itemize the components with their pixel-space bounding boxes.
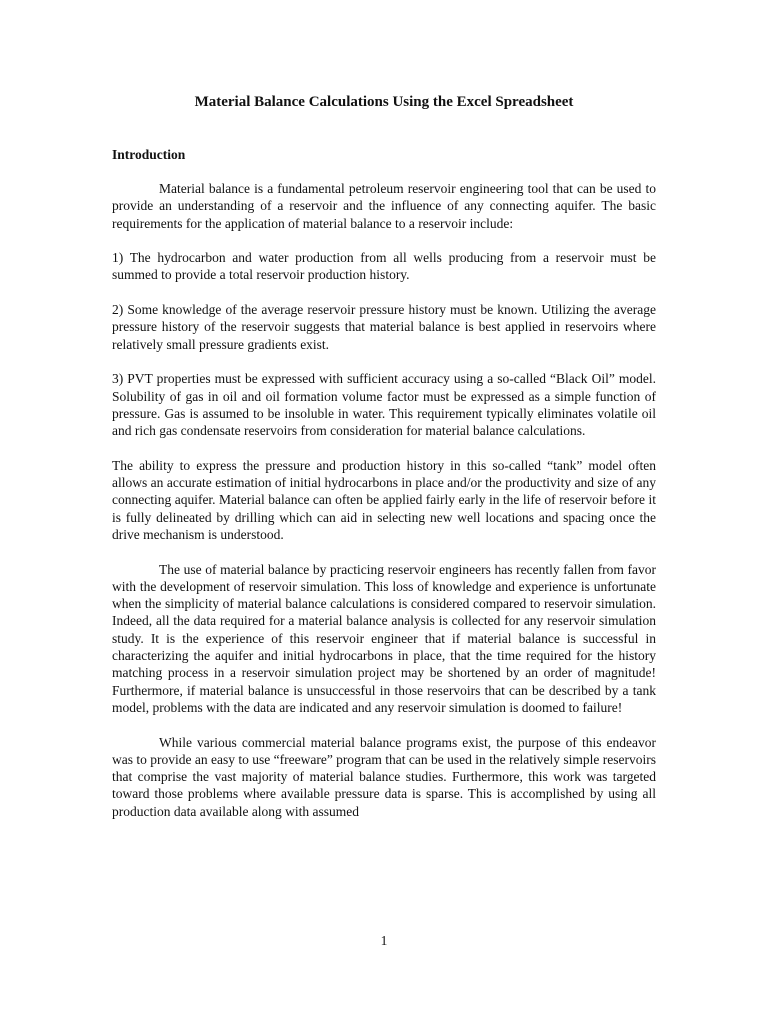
document-body	[112, 180, 656, 837]
paragraph: While various commercial material balance programs exist, the purpose of this endeavor was to provide an easy to use “freeware” program that can be used in the relatively simple reservoirs that comprise the vast majority of material balance studies. Furthermore, this work was targeted toward those problems where available pressure data is sparse. This is accomplished by using all production data available along with assumed	[112, 734, 656, 819]
list-item-requirement-1: 1) The hydrocarbon and water production from all wells producing from a reservoir must be summed to provide a total reservoir production history.	[112, 250, 656, 283]
list-item-requirement-2: 2) Some knowledge of the average reservoir pressure history must be known. Utilizing the average pressure history of the reservoir suggests that material balance is best applied in reservoirs where relatively small pressure gradients exist.	[112, 302, 656, 352]
section-heading-introduction: Introduction	[112, 147, 186, 162]
document-title: Material Balance Calculations Using the Excel Spreadsheet	[194, 94, 574, 110]
page-number: 1	[380, 933, 388, 948]
list-item-requirement-3: 3) PVT properties must be expressed with sufficient accuracy using a so-called “Black Oil” model. Solubility of gas in oil and oil formation volume factor must be expressed as a simple function of pressure. Gas is assumed to be insoluble in water. This requirement typically eliminates volatile oil and rich gas condensate reservoirs from consideration for material balance calculations.	[112, 371, 656, 439]
paragraph: The use of material balance by practicing reservoir engineers has recently fallen from favor with the development of reservoir simulation. This loss of knowledge and experience is unfortunate when the simplicity of material balance calculations is considered compared to reservoir simulation. Indeed, all the data required for a material balance analysis is collected for any reservoir simulation study. It is the experience of this reservoir engineer that if material balance is successful in characterizing the aquifer and initial hydrocarbons in place, that the time required for the history matching process in a reservoir simulation project may be shortened by an order of magnitude! Furthermore, if material balance is unsuccessful in those reservoirs that can be described by a tank model, problems with the data are indicated and any reservoir simulation is doomed to failure!	[112, 561, 656, 715]
paragraph: The ability to express the pressure and production history in this so-called “tank” model often allows an accurate estimation of initial hydrocarbons in place and/or the productivity and size of any connecting aquifer. Material balance can often be applied fairly early in the life of reservoir before it is fully delineated by drilling which can aid in selecting new well locations and spacing once the drive mechanism is understood.	[112, 457, 656, 542]
paragraph: Material balance is a fundamental petroleum reservoir engineering tool that can be used to provide an understanding of a reservoir and the influence of any connecting aquifer. The basic requirements for the application of material balance to a reservoir include:	[112, 181, 656, 231]
